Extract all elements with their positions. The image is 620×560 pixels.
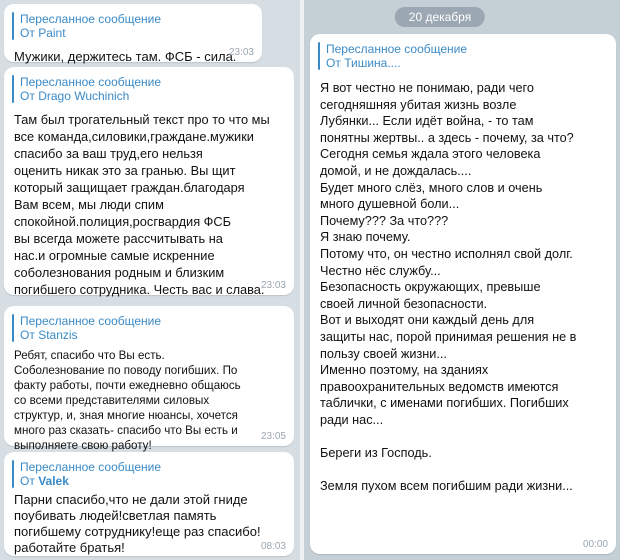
message-time: 00:00 — [582, 539, 608, 550]
forward-bar — [318, 42, 320, 70]
forward-bar — [12, 460, 14, 488]
from-prefix: От — [326, 56, 341, 70]
forwarded-label: Пересланное сообщение — [20, 12, 162, 26]
from-prefix: От — [20, 474, 35, 488]
message-time: 23:03 — [228, 47, 254, 58]
message-text: Парни спасибо,что не дали этой гниде поубивать людей!светлая память погибшему сотруднику!еще раз спасибо! работайте братья! — [14, 492, 261, 555]
forwarded-label: Пересланное сообщение — [20, 314, 162, 328]
forwarded-from[interactable] — [20, 26, 252, 40]
message-time: 23:05 — [260, 431, 286, 442]
forwarded-from[interactable] — [326, 56, 606, 70]
message-bubble-paint[interactable] — [4, 4, 262, 62]
from-prefix: От — [20, 89, 35, 103]
message-bubble-drago[interactable] — [4, 67, 294, 295]
message-bubble-valek[interactable] — [4, 452, 294, 556]
from-name[interactable]: Stanzis — [38, 328, 78, 342]
forwarded-from[interactable] — [20, 474, 284, 488]
from-name[interactable]: Drago Wuchinich — [38, 89, 130, 103]
message-time: 23:03 — [260, 280, 286, 291]
forwarded-label: Пересланное сообщение — [20, 460, 162, 474]
from-prefix: От — [20, 328, 35, 342]
forwarded-label: Пересланное сообщение — [20, 75, 162, 89]
forward-bar — [12, 75, 14, 103]
forwarded-from[interactable] — [20, 89, 284, 103]
message-text: Ребят, спасибо что Вы есть. Соболезнование по поводу погибших. По факту работы, почти ежедневно общаюсь со всеми представителями силовых структур, и, зная многие нюансы, хочется много раз сказать- спасибо что Вы есть и выполняете свою работу! — [14, 349, 241, 452]
message-bubble-stanzis[interactable] — [4, 306, 294, 452]
from-name[interactable]: Paint — [38, 26, 66, 40]
forwarded-label: Пересланное сообщение — [326, 42, 468, 56]
from-name[interactable]: Valek — [38, 474, 69, 488]
message-text: Мужики, держитесь там. ФСБ - сила. — [14, 49, 237, 64]
message-text: Я вот честно не понимаю, ради чего сегодняшняя убитая жизнь возле Лубянки... Если идёт война, - то там понятны жертвы.. а здесь - почему, за что? Сегодня семья ждала этого человека домой, и не дождалась.... Будет много слёз, много слов и очень много душевной боли... Почему??? За что??? Я знаю почему. Потому что, он честно исполнял свой долг. Честно нёс службу... Безопасность окружающих, превыше своей личной безопасности. Вот и выходят они каждый день для защиты нас, порой принимая решения не в пользу своей жизни... Именно поэтому, на зданиях правоохранительных ведомств имеются таблички, с именами погибших. Погибших ради нас... Береги из Господь. Земля пухом всем погибшим ради жизни... — [320, 81, 577, 494]
message-bubble-tishina[interactable] — [310, 34, 616, 554]
from-prefix: От — [20, 26, 35, 40]
date-separator: 20 декабря — [395, 7, 485, 27]
message-text: Там был трогательный текст про то что мы все команда,силовики,граждане.мужики спасибо за ваш труд,его нельзя оценить никак это за гранью. Вы щит который защищает граждан.благодаря Вам всем, мы люди спим спокойной.полиция,росгвардия ФСБ вы всегда можете рассчитывать на нас.и огромные самые искренние соболезнования родным и близким погибшего сотрудника. Честь вас и слава. — [14, 112, 270, 297]
forward-bar — [12, 12, 14, 40]
message-time: 08:03 — [260, 541, 286, 552]
forwarded-from[interactable] — [20, 328, 284, 342]
forward-bar — [12, 314, 14, 342]
from-name[interactable]: Тишина.... — [344, 56, 401, 70]
